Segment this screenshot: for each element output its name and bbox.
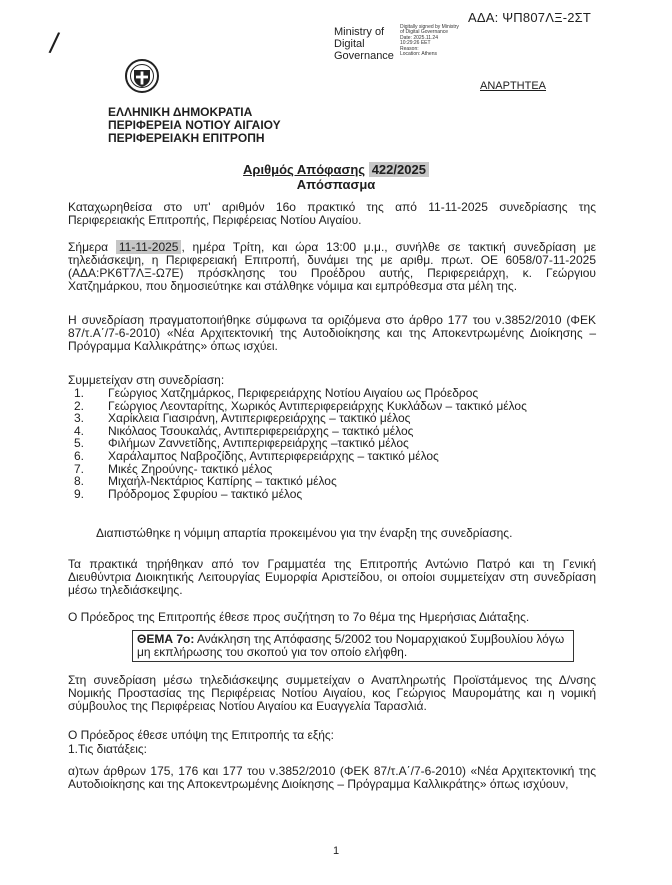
attendance-paragraph: Στη συνεδρίαση μέσω τηλεδιάσκεψης συμμετείχαν ο Αναπληρωτής Προϊστάμενος της Δ/νσης Νομικής Προστασίας της Περιφέρειας Νοτίου Αιγαίου, κος Γεώργιος Μαυρομάτης και η νομική σύμβουλος της Περιφέρειας Νοτίου Αιγαίου κα Ευαγγελία Ταρασλιά. [68,673,596,713]
provision-a-paragraph: α)των άρθρων 175, 176 και 177 του ν.3852/2010 (ΦΕΚ 87/τ.Α΄/7-6-2010) «Νέα Αρχιτεκτονική της Αυτοδιοίκησης και της Αποκεντρωμένης Διοίκησης – Πρόγραμμα Καλλικράτης» όπως ισχύουν, [68,764,596,791]
list-item: 7. Μικές Ζηρούνης- τακτικό μέλος [74,461,273,476]
minutes-paragraph: Τα πρακτικά τηρήθηκαν από τον Γραμματέα της Επιτροπής Αντώνιο Πατρό και τη Γενική Διευθύντρια Διοικητικής Λειτουργίας Ευμορφία Αριστείδου, οι οποίοι συμμετείχαν στη συνεδρίαση μέσω τηλεδιάσκεψης. [68,557,596,597]
list-item: 9. Πρόδρομος Σφυρίου – τακτικό μέλος [74,486,303,501]
ministry-signature-label: Ministry of Digital Governance [334,26,394,62]
handwritten-slash-mark: / [47,27,61,59]
session-paragraph: Σήμερα 11-11-2025 , ημέρα Τρίτη, και ώρα 13:00 μ.μ., συνήλθε σε τακτική συνεδρίαση με τηλεδιάσκεψη, η Περιφερειακή Επιτροπή, δυνάμει της με αριθμ. πρωτ. ΟΕ 6058/07-11-2025 (ΑΔΑ:ΡΚ6Τ7ΛΞ-Ω7Ε) πρόσκλησης του Προέδρου αυτής, Περιφερειάρχη, κ. Γεώργιου Χατζημάρκου, που δημοσιεύτηκε και στάλθηκε νόμιμα και εμπρόθεσμα στα μέλη της. [68,240,597,293]
agenda-item-label: ΘΕΜΑ 7ο: [137,632,195,646]
digital-signature-details: Digitally signed by Ministry of Digital Governance Date: 2025.11.24 10:29:26 EET Reason: Location: Athens [400,24,459,58]
agenda-item-text: Ανάκληση της Απόφασης 5/2002 του Νομαρχιακού Συμβουλίου λόγω μη εκπλήρωσης του σκοπού για τον οποίο ελήφθη. [137,632,565,659]
list-item: 8. Μιχαήλ-Νεκτάριος Καπίρης – τακτικό μέλος [74,474,337,489]
participants-title: Συμμετείχαν στη συνεδρίαση: [68,373,225,387]
decision-title [0,162,672,192]
issuer-header: ΕΛΛΗΝΙΚΗ ΔΗΜΟΚΡΑΤΙΑ ΠΕΡΙΦΕΡΕΙΑ ΝΟΤΙΟΥ ΑΙΓΑΙΟΥ ΠΕΡΙΦΕΡΕΙΑΚΗ ΕΠΙΤΡΟΠΗ [108,105,281,145]
agenda-intro-paragraph: Ο Πρόεδρος της Επιτροπής έθεσε προς συζήτηση το 7ο θέμα της Ημερήσιας Διάταξης. [68,610,530,624]
participants-list [74,387,527,500]
list-item: 2. Γεώργιος Λεονταρίτης, Χωρικός Αντιπεριφερειάρχης Κυκλάδων – τακτικό μέλος [74,398,527,413]
president-paragraph: Ο Πρόεδρος έθεσε υπόψη της Επιτροπής τα εξής: [68,728,334,742]
list-item: 3. Χαρίκλεια Γιασιράνη, Αντιπεριφερειάρχης – τακτικό μέλος [74,411,411,426]
decision-label: Αριθμός Απόφασης [243,162,366,177]
quorum-paragraph: Διαπιστώθηκε η νόμιμη απαρτία προκειμένου για την έναρξη της συνεδρίασης. [96,526,513,540]
decision-subtitle: Απόσπασμα [296,177,376,192]
greek-emblem-icon [124,58,160,94]
ada-code: ΑΔΑ: ΨΠ807ΛΞ-2ΣΤ [468,10,592,25]
list-item: 4. Νικόλαος Τσουκαλάς, Αντιπεριφερειάρχης – τακτικό μέλος [74,423,414,438]
page-number: 1 [332,845,340,857]
list-item: 1. Γεώργιος Χατζημάρκος, Περιφερειάρχης Νοτίου Αιγαίου ως Πρόεδρος [74,386,479,400]
intro-paragraph: Καταχωρηθείσα στο υπ' αριθμόν 16ο πρακτικό της από 11-11-2025 συνεδρίασης της Περιφερειακής Επιτροπής, Περιφέρειας Νοτίου Αιγαίου. [68,200,596,227]
publish-notice: ΑΝΑΡΤΗΤΕΑ [480,80,547,92]
legal-basis-paragraph: Η συνεδρίαση πραγματοποιήθηκε σύμφωνα τα οριζόμενα στο άρθρο 177 του ν.3852/2010 (ΦΕΚ 87/τ.Α΄/7-6-2010) «Νέα Αρχιτεκτονική της Αυτοδιοίκησης και της Αποκεντρωμένης Διοίκησης – Πρόγραμμα Καλλικράτης» όπως ισχύει. [68,313,596,353]
list-item: 6. Χαράλαμπος Ναβροζίδης, Αντιπεριφερειάρχης – τακτικό μέλος [74,448,439,463]
list-item: 5. Φιλήμων Ζαννετίδης, Αντιπεριφερειάρχης –τακτικό μέλος [74,436,409,451]
decision-number: 422/2025 [369,162,429,177]
session-date: 11-11-2025 [116,240,182,254]
provisions-title: 1.Τις διατάξεις: [68,742,147,756]
agenda-item-box [132,630,574,662]
